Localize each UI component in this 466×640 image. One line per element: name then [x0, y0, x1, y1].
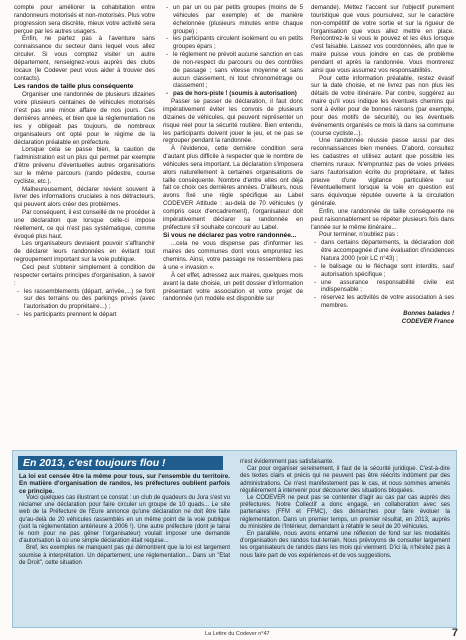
page-number: 7 — [451, 627, 458, 639]
list-item: - pas de hors-piste ! (soumis à autorisation) — [163, 90, 303, 98]
paragraph: Voici quelques cas illustrant ce constat : un club de quadeurs du Jura s'est vu réclamer une déclaration pour faire circuler un groupe de 10 quads... Le site web de la Préfecture de l'Eure annonce qu'une déclaration ne doit être faite qu'au-delà de 20 véhicules rassemblés en un même point de la voie publique (soit la réglementation antérieure à 2006 !). Une autre préfecture (dont je tairai le nom pour ne pas gêner l'organisateur) voulait imposer une demande d'autorisation là où une simple déclaration était requise... — [19, 494, 230, 545]
paragraph: À l'évidence, cette dernière condition sera d'autant plus difficile à respecter que le nombre de véhicules sera important. La déclaration s'imposera alors naturellement à certaines organisations de taille conséquente. Nombre d'entre elles ont déjà fait ce choix ces dernières années. D'ailleurs, nous avons fixé une règle spécifique au Label CODEVER Attitude : au-delà de 70 véhicules (y compris ceux d'encadrement), l'organisateur doit impérativement déclarer sa randonnée en préfecture s'il souhaite concourir au Label. — [163, 145, 303, 231]
column-1 — [14, 4, 155, 319]
paragraph: Une randonnée réussie passe aussi par des reconnaissances bien menées. D'abord, consultez les cadastres et utilisez autant que possible les chemins ruraux. N'empruntez pas de voies privées sans l'autorisation écrite du propriétaire, et faites preuve d'une vigilance particulière sur l'éventuellement lorsque la voie en question est sans équivoque réputée ouverte à la circulation générale. — [311, 137, 454, 208]
paragraph: ...cela ne vous dispense pas d'informer les maires des communes dont vous empruntez les chemins. Ainsi, votre passage ne ressemblera pas à une « invasion ». — [163, 240, 303, 271]
box-lead: La loi est censée être la même pour tous, sur l'ensemble du territoire. En matière d'organisation de randos, les préfectures oublient parfois ce principe. — [19, 473, 230, 495]
box-column-2 — [240, 459, 450, 560]
section-heading: Les randos de taille plus conséquente — [14, 83, 134, 91]
principles-list-continued — [163, 4, 303, 98]
column-2 — [163, 4, 303, 303]
paragraph: Organiser une randonnée de plusieurs dizaines voire plusieurs centaines de véhicules motorisés n'est pas une mince affaire de nos jours. Ces dernières années, et bien que la réglementation ne les y obligeait pas toujours, de nombreux organisateurs ont opté pour le régime de la déclaration préalable en préfecture. — [14, 91, 155, 146]
paragraph: Bref, les exemples ne manquent pas qui démontrent que la loi est largement soumise à interprétation. Un département, une réglementation... Dans un "Etat de Droit", cette situation — [19, 545, 230, 566]
page-footer — [0, 627, 466, 640]
section-heading: Si vous ne déclarez pas votre randonnée... — [163, 232, 297, 240]
paragraph: En parallèle, nous avons entamé une réflexion de fond sur les modalités d'organisation des randos tout-terrain. Nous prévoyons de consulter largement les organisateurs de randos dans les mois qui viennent. D'ici là, n'hésitez pas à nous faire part de vos expériences et de vos suggestions. — [240, 531, 450, 559]
publication-name: La Lettre du Codever n°47 — [205, 631, 270, 637]
list-item: - un par un ou par petits groupes (moins de 5 véhicules par exemple) et de manière échelonnée (plusieurs minutes entre chaque groupe) ; — [163, 4, 303, 35]
list-item: - le balisage ou le fléchage sont interdits, sauf autorisation spécifique ; — [311, 263, 454, 279]
paragraph: Le CODEVER ne peut pas se contenter d'agir au cas par cas auprès des préfectures. Notre Collectif a donc engagé, en collaboration avec ses partenaires (FFM et FFMC), des démarches pour faire évoluer la réglementation. Dans un premier temps, un premier résultat, en 2013, auprès du ministère de l'Intérieur, demandant à rétablir le seuil de 20 véhicules. — [240, 495, 450, 530]
paragraph: Pour terminer, n'oubliez pas : — [319, 231, 399, 239]
paragraph: Ceci peut s'obtenir simplement à condition de respecter certains principes d'organisation, à savoir : — [14, 264, 155, 287]
paragraph: compte pour améliorer la cohabitation entre randonneurs motorisés et non-motorisés. Plus votre progression sera discrète, mieux votre activité sera perçue par les autres usagers. — [14, 4, 155, 35]
paragraph: Lorsque cela se passe bien, la caution de l'administration est un plus qui permet par exemple d'être prévenu d'éventuelles autres organisations sur le même parcours (rando pédestre, course cycliste, etc.). — [14, 146, 155, 185]
principles-list — [14, 288, 155, 319]
paragraph: Car pour organiser sereinement, il faut de la sécurité juridique. C'est-à-dire des textes clairs et précis qui ne peuvent pas être réécrits indûment par des administrations. Ce n'est manifestement pas le cas, et nous sommes amenés régulièrement à intervenir pour découvrer des situations bloquées. — [240, 466, 450, 494]
highlight-box — [12, 450, 457, 628]
paragraph: Malheureusement, déclarer revient souvent à livrer des informations cruciales à nos détracteurs, qui peuvent alors créer des problèmes. — [14, 185, 155, 209]
sign-off: Bonnes balades ! — [403, 309, 454, 317]
list-item: - le règlement ne prévoit aucune sanction en cas de non-respect du parcours ou des contrôles de passage ; sans vitesse moyenne et sans aucun classement, ni tout chronométrage ou classement ; — [163, 51, 303, 90]
paragraph: Les organisateurs devraient pouvoir s'affranchir de déclarer leurs randonnées en évitant tout regroupement important sur la voie publique. — [14, 240, 155, 264]
paragraph: À cet effet, adressez aux maires, quelques mois avant la date choisie, un petit dossier d'information présentant votre association et votre projet de randonnée (un modèle est disponible sur — [163, 271, 303, 303]
list-item: - une assurance responsabilité civile est indispensable ; — [311, 279, 454, 295]
paragraph: Enfin, ne partez pas à l'aventure sans connaissance du secteur dans lequel vous allez circuler. Si vous comptez visiter un autre département, renseignez-vous auprès des clubs locaux (le Codever peut vous aider à trouver des contacts). — [14, 35, 155, 82]
list-item: - réservez les activités de votre association à ses membres. — [311, 294, 454, 310]
list-item: - dans certains départements, la déclaration doit être accompagnée d'une évaluation d'incidences Natura 2000 (voir LC n°43) ; — [311, 239, 454, 263]
author-signature: CODEVER France — [401, 317, 454, 325]
list-item: - les participants circulent isolément ou en petits groupes épars ; — [163, 35, 303, 51]
reminders-list — [311, 239, 454, 310]
list-item: - les rassemblements (départ, arrivée,...) se font sur des terrains ou des parkings privés (avec l'autorisation du propriétaire...) ; — [14, 288, 155, 312]
paragraph: n'est évidemment pas satisfaisante. — [240, 459, 334, 465]
paragraph: Passer se passer de déclaration, il faut donc impérativement éviter les convois de plusieurs dizaines de véhicules, qui peuvent représenter un risque réel pour la sécurité routière. Bien entendu, les participants doivent jouer le jeu, et ne pas se regrouper pendant la randonnée. — [163, 98, 303, 145]
box-title: En 2013, c'est toujours flou ! — [18, 456, 223, 470]
paragraph: Par conséquent, il est conseillé de ne procéder à une déclaration que lorsque celle-ci impose réellement, ce qui n'est pas systématique, comme évoqué plus haut. — [14, 209, 155, 240]
paragraph: demande). Mettez l'accent sur l'objectif purement touristique que vous poursuivez, sur le caractère non-compétitif de votre sortie et sur la rigueur de l'organisation que vous allez mettre en place. Rencontrez-le si vous le pouvez et les élus lorsque c'est faisable. Laissez vos coordonnées, afin que le maire puisse vous joindre en cas de problème pendant et après la randonnée. Vous montrerez ainsi que vous assumez vos responsabilités. — [311, 4, 454, 74]
paragraph: Pour cette information préalable, restez évasif sur la date choisie, et ne livrez pas non plus les détails de votre itinéraire. Par contre, suggérez au maire qu'il vous indique les éventuels chemins qui sont à éviter pour de bonnes raisons (par exemple, pour des motifs de sécurité), ou les éventuels événements organisés ce mois là dans sa commune (course cycliste...). — [311, 74, 455, 137]
box-column-1 — [19, 473, 230, 567]
column-3 — [311, 4, 454, 326]
list-item: - les participants prennent le départ — [14, 311, 155, 319]
paragraph: Enfin, une randonnée de taille conséquente ne peut raisonnablement se répéter plusieurs fois dans l'année sur le même itinéraire... — [311, 207, 454, 231]
